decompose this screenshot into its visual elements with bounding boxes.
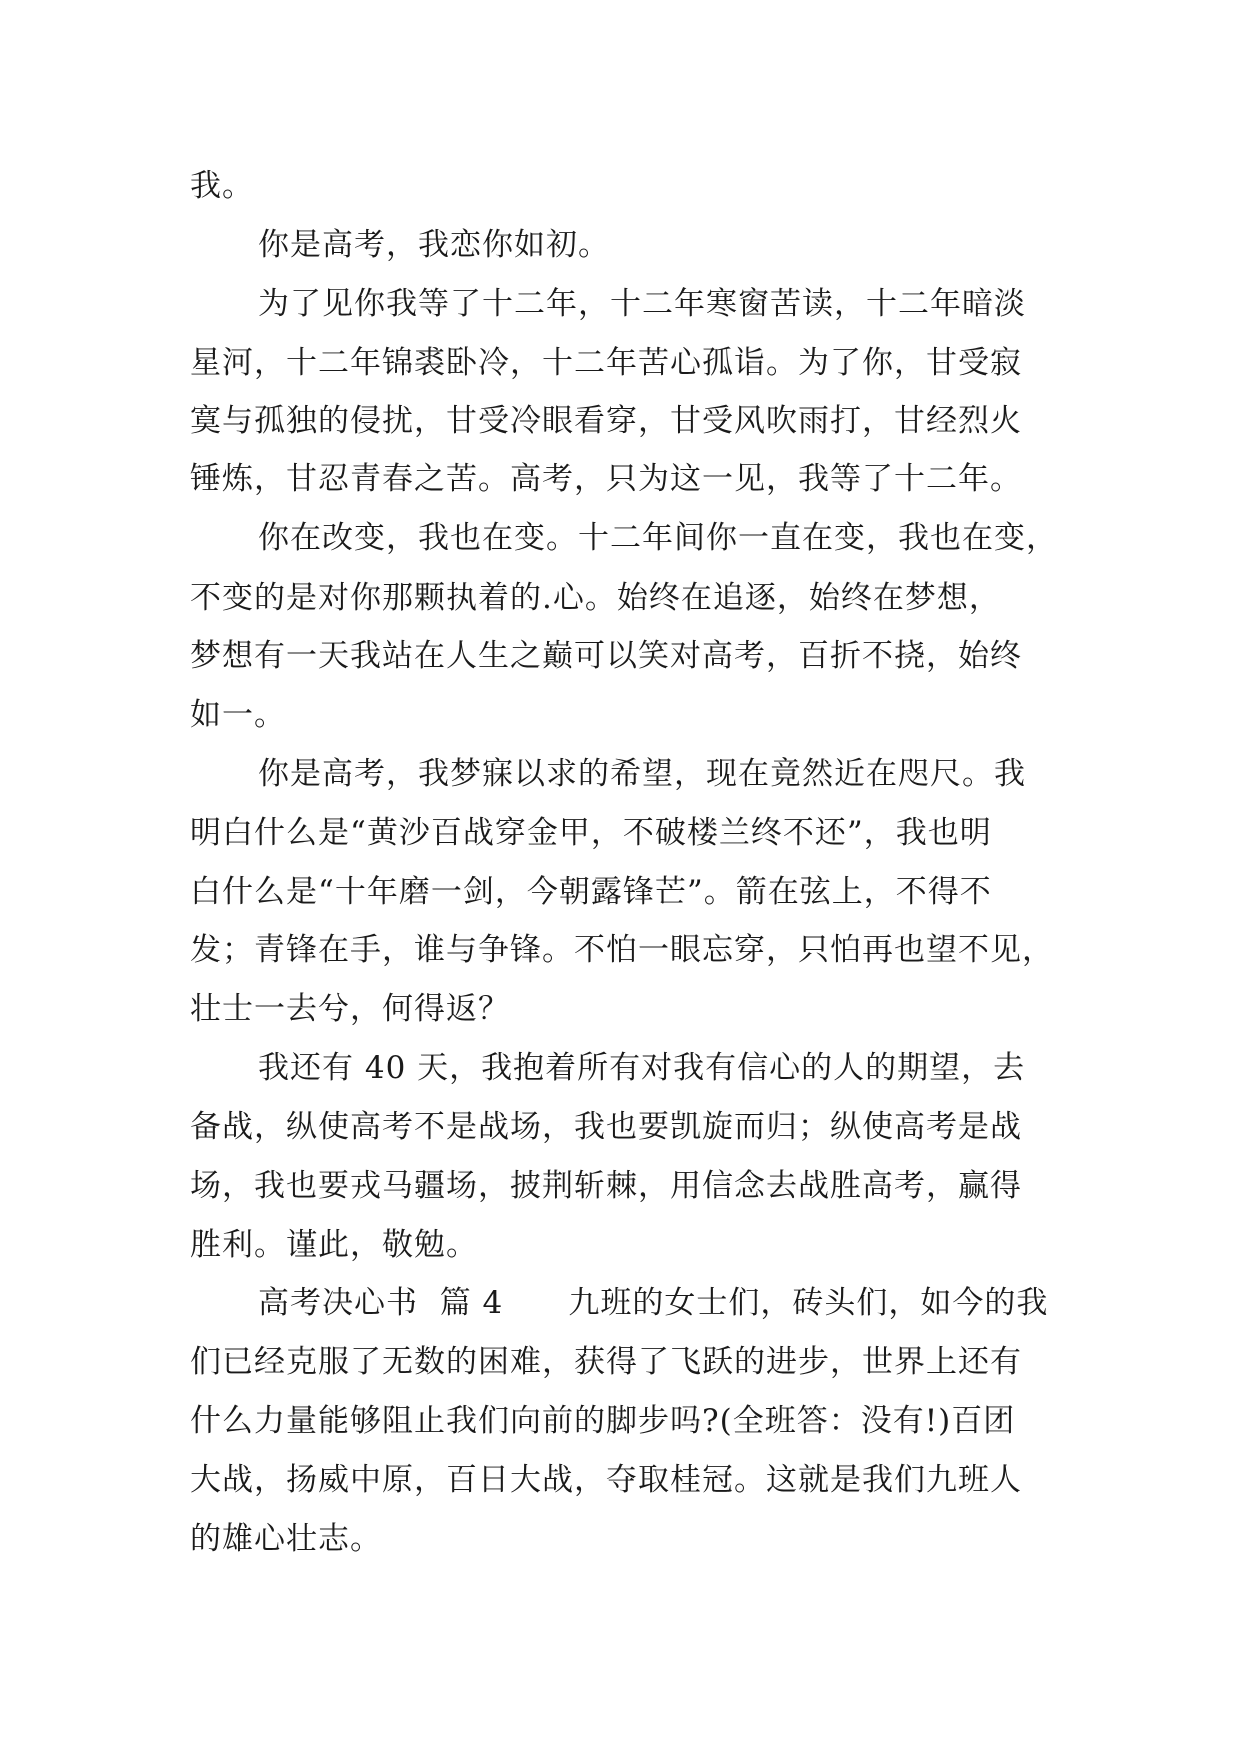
text-line: 寞与孤独的侵扰，甘受冷眼看穿，甘受风吹雨打，甘经烈火 [190,403,1022,439]
text-line: 如一。 [190,697,286,733]
text-line: 场，我也要戎马疆场，披荆斩棘，用信念去战胜高考，赢得 [190,1168,1022,1204]
text-line: 不变的是对你那颗执着的.心。始终在追逐，始终在梦想， [190,580,1001,616]
text-line: 的雄心壮志。 [190,1521,382,1557]
text-line: 胜利。谨此，敬勉。 [190,1227,478,1263]
text-line: 高考决心书 篇 4 九班的女士们，砖头们，如今的我 [258,1285,1049,1321]
text-line: 们已经克服了无数的困难，获得了飞跃的进步，世界上还有 [190,1344,1022,1380]
text-line: 白什么是“十年磨一剑，今朝露锋芒”。箭在弦上，不得不 [190,874,992,910]
text-line: 明白什么是“黄沙百战穿金甲，不破楼兰终不还”，我也明 [190,815,992,851]
text-line: 备战，纵使高考不是战场，我也要凯旋而归；纵使高考是战 [190,1109,1022,1145]
text-line: 为了见你我等了十二年，十二年寒窗苦读，十二年暗淡 [258,286,1026,322]
text-line: 你是高考，我恋你如初。 [258,227,610,263]
text-line: 我还有 40 天，我抱着所有对我有信心的人的期望，去 [258,1050,1026,1086]
text-line: 什么力量能够阻止我们向前的脚步吗?(全班答：没有!)百团 [190,1403,1016,1439]
text-line: 大战，扬威中原，百日大战，夺取桂冠。这就是我们九班人 [190,1462,1022,1498]
text-line: 你在改变，我也在变。十二年间你一直在变，我也在变， [258,520,1058,556]
text-line: 发；青锋在手，谁与争锋。不怕一眼忘穿，只怕再也望不见， [190,932,1054,968]
text-line: 梦想有一天我站在人生之巅可以笑对高考，百折不挠，始终 [190,638,1022,674]
text-line: 我。 [190,168,254,204]
text-line: 锤炼，甘忍青春之苦。高考，只为这一见，我等了十二年。 [190,461,1022,497]
text-line: 壮士一去兮，何得返？ [190,991,510,1027]
text-line: 你是高考，我梦寐以求的希望，现在竟然近在咫尺。我 [258,756,1026,792]
text-line: 星河，十二年锦裘卧冷，十二年苦心孤诣。为了你，甘受寂 [190,345,1022,381]
